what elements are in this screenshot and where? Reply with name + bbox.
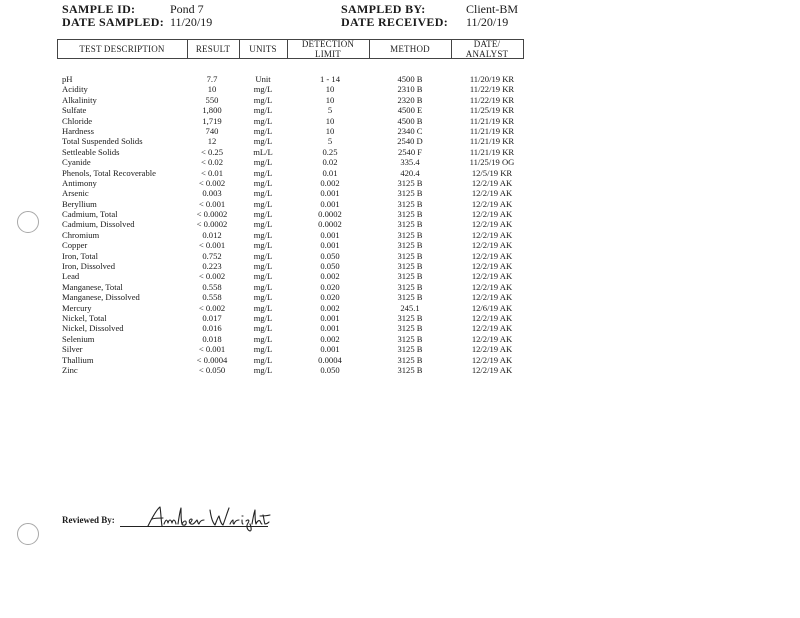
cell-test-description: Antimony bbox=[62, 177, 97, 188]
cell-units: mg/L bbox=[253, 84, 273, 95]
cell-detection-limit: 0.002 bbox=[320, 177, 340, 188]
cell-units: Unit bbox=[255, 74, 271, 84]
cell-units: mg/L bbox=[253, 292, 273, 303]
table-row bbox=[0, 178, 800, 188]
cell-method: 3125 B bbox=[397, 281, 423, 292]
cell-detection-limit: 10 bbox=[325, 125, 335, 136]
cell-detection-limit: 0.050 bbox=[320, 261, 340, 272]
cell-detection-limit: 0.002 bbox=[320, 333, 340, 344]
cell-method: 3125 B bbox=[397, 177, 423, 188]
cell-method: 335.4 bbox=[400, 157, 420, 168]
table-row bbox=[0, 334, 800, 344]
cell-result: < 0.25 bbox=[200, 146, 224, 157]
cell-result: < 0.0002 bbox=[196, 219, 228, 230]
cell-result: 0.558 bbox=[202, 281, 222, 292]
cell-units: mL/L bbox=[253, 146, 273, 157]
cell-units: mg/L bbox=[253, 198, 273, 209]
cell-test-description: Iron, Total bbox=[62, 250, 98, 261]
cell-units: mg/L bbox=[253, 364, 273, 375]
cell-detection-limit: 0.25 bbox=[322, 146, 338, 157]
cell-detection-limit: 10 bbox=[325, 94, 335, 105]
cell-test-description: Phenols, Total Recoverable bbox=[62, 167, 156, 178]
cell-test-description: Zinc bbox=[62, 364, 78, 375]
cell-test-description: Cadmium, Total bbox=[62, 209, 118, 220]
table-row bbox=[0, 136, 800, 146]
cell-date-analyst: 12/2/19 AK bbox=[471, 281, 513, 292]
cell-result: 0.016 bbox=[202, 323, 222, 334]
cell-result: 0.558 bbox=[202, 292, 222, 303]
cell-detection-limit: 0.02 bbox=[322, 157, 338, 168]
cell-units: mg/L bbox=[253, 271, 273, 282]
table-row bbox=[0, 261, 800, 271]
cell-detection-limit: 0.001 bbox=[320, 240, 340, 251]
cell-units: mg/L bbox=[253, 157, 273, 168]
cell-units: mg/L bbox=[253, 354, 273, 365]
cell-date-analyst: 12/2/19 AK bbox=[471, 344, 513, 355]
col-test-description bbox=[57, 39, 188, 59]
cell-method: 3125 B bbox=[397, 323, 423, 334]
col-method-label: METHOD bbox=[390, 44, 430, 54]
cell-date-analyst: 11/25/19 KR bbox=[469, 105, 515, 116]
cell-method: 3125 B bbox=[397, 344, 423, 355]
cell-method: 3125 B bbox=[397, 364, 423, 375]
cell-method: 3125 B bbox=[397, 261, 423, 272]
table-row bbox=[0, 188, 800, 198]
results-table-body bbox=[0, 74, 800, 375]
cell-detection-limit: 10 bbox=[325, 115, 335, 126]
cell-detection-limit: 0.01 bbox=[322, 167, 338, 178]
cell-units: mg/L bbox=[253, 333, 273, 344]
table-row bbox=[0, 355, 800, 365]
cell-method: 4500 B bbox=[397, 74, 423, 84]
cell-date-analyst: 12/2/19 AK bbox=[471, 219, 513, 230]
cell-date-analyst: 12/2/19 AK bbox=[471, 198, 513, 209]
cell-result: 0.752 bbox=[202, 250, 222, 261]
date-sampled-value: 11/20/19 bbox=[170, 15, 213, 29]
table-row bbox=[0, 168, 800, 178]
col-units-label: UNITS bbox=[249, 44, 277, 54]
cell-method: 4500 B bbox=[397, 115, 423, 126]
table-row bbox=[0, 199, 800, 209]
table-row bbox=[0, 303, 800, 313]
cell-detection-limit: 0.001 bbox=[320, 198, 340, 209]
cell-detection-limit: 0.0002 bbox=[318, 219, 342, 230]
cell-date-analyst: 12/2/19 AK bbox=[471, 209, 513, 220]
table-row bbox=[0, 282, 800, 292]
cell-units: mg/L bbox=[253, 177, 273, 188]
cell-test-description: Selenium bbox=[62, 333, 95, 344]
cell-units: mg/L bbox=[253, 229, 273, 240]
cell-test-description: Silver bbox=[62, 344, 83, 355]
cell-test-description: Nickel, Dissolved bbox=[62, 323, 124, 334]
table-row bbox=[0, 251, 800, 261]
cell-result: < 0.01 bbox=[200, 167, 224, 178]
cell-method: 3125 B bbox=[397, 312, 423, 323]
cell-date-analyst: 11/20/19 KR bbox=[469, 74, 515, 84]
cell-units: mg/L bbox=[253, 312, 273, 323]
cell-method: 3125 B bbox=[397, 188, 423, 199]
cell-date-analyst: 12/2/19 AK bbox=[471, 188, 513, 199]
cell-result: < 0.002 bbox=[198, 302, 226, 313]
cell-test-description: Chromium bbox=[62, 229, 100, 240]
cell-date-analyst: 11/21/19 KR bbox=[469, 125, 515, 136]
cell-method: 2310 B bbox=[397, 84, 423, 95]
table-row bbox=[0, 230, 800, 240]
cell-result: 0.017 bbox=[202, 312, 222, 323]
cell-result: 0.012 bbox=[202, 229, 222, 240]
col-date-analyst-label-1: DATE/ bbox=[473, 39, 501, 49]
cell-detection-limit: 0.001 bbox=[320, 229, 340, 240]
cell-result: 1,800 bbox=[202, 105, 222, 116]
col-result-label: RESULT bbox=[195, 44, 231, 54]
cell-date-analyst: 12/2/19 AK bbox=[471, 271, 513, 282]
cell-test-description: Sulfate bbox=[62, 105, 87, 116]
cell-test-description: Alkalinity bbox=[62, 94, 97, 105]
table-row bbox=[0, 292, 800, 302]
cell-date-analyst: 11/21/19 KR bbox=[469, 146, 515, 157]
cell-units: mg/L bbox=[253, 125, 273, 136]
cell-detection-limit: 0.020 bbox=[320, 281, 340, 292]
cell-result: < 0.0004 bbox=[196, 354, 228, 365]
cell-method: 3125 B bbox=[397, 271, 423, 282]
cell-units: mg/L bbox=[253, 344, 273, 355]
cell-detection-limit: 0.0002 bbox=[318, 209, 342, 220]
cell-date-analyst: 11/21/19 KR bbox=[469, 136, 515, 147]
col-detection-limit bbox=[287, 39, 370, 59]
cell-result: < 0.02 bbox=[200, 157, 224, 168]
cell-method: 3125 B bbox=[397, 198, 423, 209]
cell-result: 12 bbox=[207, 136, 217, 147]
cell-detection-limit: 0.050 bbox=[320, 250, 340, 261]
cell-method: 3125 B bbox=[397, 209, 423, 220]
cell-detection-limit: 1 - 14 bbox=[319, 74, 341, 84]
cell-method: 2340 C bbox=[397, 125, 423, 136]
table-row bbox=[0, 116, 800, 126]
cell-result: 1,719 bbox=[202, 115, 222, 126]
cell-units: mg/L bbox=[253, 261, 273, 272]
cell-detection-limit: 0.001 bbox=[320, 312, 340, 323]
cell-result: < 0.050 bbox=[198, 364, 226, 375]
cell-method: 3125 B bbox=[397, 250, 423, 261]
cell-units: mg/L bbox=[253, 209, 273, 220]
punch-hole-icon bbox=[17, 211, 39, 233]
table-row bbox=[0, 344, 800, 354]
cell-test-description: Total Suspended Solids bbox=[62, 136, 143, 147]
cell-method: 2540 F bbox=[397, 146, 423, 157]
col-method bbox=[369, 39, 452, 59]
sampled-by-value: Client-BM bbox=[466, 2, 519, 16]
cell-date-analyst: 11/21/19 KR bbox=[469, 115, 515, 126]
table-row bbox=[0, 84, 800, 94]
cell-date-analyst: 12/2/19 AK bbox=[471, 240, 513, 251]
cell-date-analyst: 12/2/19 AK bbox=[471, 177, 513, 188]
signature-icon bbox=[144, 504, 272, 532]
cell-method: 3125 B bbox=[397, 229, 423, 240]
cell-units: mg/L bbox=[253, 281, 273, 292]
cell-test-description: Copper bbox=[62, 240, 88, 251]
cell-date-analyst: 12/5/19 KR bbox=[471, 167, 513, 178]
cell-method: 3125 B bbox=[397, 354, 423, 365]
cell-test-description: Thallium bbox=[62, 354, 94, 365]
cell-date-analyst: 11/22/19 KR bbox=[469, 84, 515, 95]
cell-date-analyst: 12/2/19 AK bbox=[471, 312, 513, 323]
cell-detection-limit: 5 bbox=[327, 136, 333, 147]
cell-detection-limit: 0.002 bbox=[320, 302, 340, 313]
cell-result: 0.003 bbox=[202, 188, 222, 199]
cell-method: 245.1 bbox=[400, 302, 420, 313]
cell-date-analyst: 11/22/19 KR bbox=[469, 94, 515, 105]
cell-test-description: pH bbox=[62, 74, 73, 84]
cell-date-analyst: 12/2/19 AK bbox=[471, 333, 513, 344]
cell-test-description: Chloride bbox=[62, 115, 93, 126]
cell-detection-limit: 0.001 bbox=[320, 344, 340, 355]
table-row bbox=[0, 271, 800, 281]
cell-units: mg/L bbox=[253, 105, 273, 116]
sample-id-label: SAMPLE ID: bbox=[62, 2, 136, 16]
cell-date-analyst: 12/2/19 AK bbox=[471, 250, 513, 261]
cell-detection-limit: 5 bbox=[327, 105, 333, 116]
cell-method: 3125 B bbox=[397, 219, 423, 230]
cell-method: 2540 D bbox=[397, 136, 423, 147]
cell-detection-limit: 0.0004 bbox=[318, 354, 342, 365]
table-row bbox=[0, 126, 800, 136]
cell-method: 3125 B bbox=[397, 240, 423, 251]
cell-date-analyst: 12/2/19 AK bbox=[471, 354, 513, 365]
cell-date-analyst: 12/2/19 AK bbox=[471, 323, 513, 334]
cell-test-description: Acidity bbox=[62, 84, 88, 95]
cell-detection-limit: 0.001 bbox=[320, 323, 340, 334]
cell-method: 3125 B bbox=[397, 333, 423, 344]
cell-test-description: Cyanide bbox=[62, 157, 91, 168]
cell-result: < 0.0002 bbox=[196, 209, 228, 220]
sample-id-value: Pond 7 bbox=[170, 2, 204, 16]
cell-units: mg/L bbox=[253, 136, 273, 147]
cell-date-analyst: 12/2/19 AK bbox=[471, 229, 513, 240]
cell-result: 0.223 bbox=[202, 261, 222, 272]
cell-units: mg/L bbox=[253, 323, 273, 334]
cell-units: mg/L bbox=[253, 115, 273, 126]
cell-result: < 0.001 bbox=[198, 198, 226, 209]
cell-units: mg/L bbox=[253, 302, 273, 313]
cell-result: 740 bbox=[205, 125, 219, 136]
col-date-analyst-label-2: ANALYST bbox=[465, 49, 509, 59]
cell-test-description: Manganese, Total bbox=[62, 281, 123, 292]
table-row bbox=[0, 74, 800, 84]
cell-detection-limit: 10 bbox=[325, 84, 335, 95]
table-row bbox=[0, 95, 800, 105]
cell-units: mg/L bbox=[253, 94, 273, 105]
cell-result: 7.7 bbox=[206, 74, 218, 84]
cell-date-analyst: 11/25/19 OG bbox=[469, 157, 515, 168]
cell-result: < 0.001 bbox=[198, 344, 226, 355]
cell-date-analyst: 12/2/19 AK bbox=[471, 261, 513, 272]
cell-test-description: Mercury bbox=[62, 302, 92, 313]
cell-detection-limit: 0.002 bbox=[320, 271, 340, 282]
date-received-label: DATE RECEIVED: bbox=[341, 15, 448, 29]
col-date-analyst bbox=[451, 39, 524, 59]
cell-method: 4500 E bbox=[397, 105, 423, 116]
cell-units: mg/L bbox=[253, 167, 273, 178]
col-test-description-label: TEST DESCRIPTION bbox=[79, 44, 165, 54]
reviewed-by-label: Reviewed By: bbox=[62, 515, 115, 525]
cell-result: < 0.002 bbox=[198, 177, 226, 188]
sampled-by-label: SAMPLED BY: bbox=[341, 2, 426, 16]
table-row bbox=[0, 313, 800, 323]
cell-date-analyst: 12/2/19 AK bbox=[471, 364, 513, 375]
cell-detection-limit: 0.020 bbox=[320, 292, 340, 303]
punch-hole-icon bbox=[17, 523, 39, 545]
cell-date-analyst: 12/2/19 AK bbox=[471, 292, 513, 303]
cell-test-description: Iron, Dissolved bbox=[62, 261, 115, 272]
cell-result: 10 bbox=[207, 84, 217, 95]
cell-test-description: Lead bbox=[62, 271, 80, 282]
table-row bbox=[0, 147, 800, 157]
table-row bbox=[0, 105, 800, 115]
table-row bbox=[0, 323, 800, 333]
cell-test-description: Cadmium, Dissolved bbox=[62, 219, 135, 230]
cell-test-description: Arsenic bbox=[62, 188, 89, 199]
cell-method: 420.4 bbox=[400, 167, 420, 178]
cell-method: 3125 B bbox=[397, 292, 423, 303]
date-sampled-label: DATE SAMPLED: bbox=[62, 15, 165, 29]
cell-units: mg/L bbox=[253, 188, 273, 199]
cell-test-description: Hardness bbox=[62, 125, 94, 136]
table-row bbox=[0, 157, 800, 167]
col-detection-limit-label-2: LIMIT bbox=[315, 49, 341, 59]
cell-detection-limit: 0.001 bbox=[320, 188, 340, 199]
cell-test-description: Manganese, Dissolved bbox=[62, 292, 140, 303]
cell-detection-limit: 0.050 bbox=[320, 364, 340, 375]
table-row bbox=[0, 209, 800, 219]
table-row bbox=[0, 219, 800, 229]
col-units bbox=[239, 39, 288, 59]
date-received-value: 11/20/19 bbox=[466, 15, 509, 29]
col-result bbox=[187, 39, 240, 59]
cell-result: < 0.002 bbox=[198, 271, 226, 282]
cell-test-description: Settleable Solids bbox=[62, 146, 120, 157]
cell-test-description: Nickel, Total bbox=[62, 312, 107, 323]
cell-method: 2320 B bbox=[397, 94, 423, 105]
table-row bbox=[0, 365, 800, 375]
cell-units: mg/L bbox=[253, 219, 273, 230]
cell-result: 550 bbox=[205, 94, 219, 105]
col-detection-limit-label-1: DETECTION bbox=[301, 39, 355, 49]
table-row bbox=[0, 240, 800, 250]
cell-date-analyst: 12/6/19 AK bbox=[471, 302, 513, 313]
cell-units: mg/L bbox=[253, 250, 273, 261]
cell-units: mg/L bbox=[253, 240, 273, 251]
cell-test-description: Beryllium bbox=[62, 198, 97, 209]
cell-result: 0.018 bbox=[202, 333, 222, 344]
cell-result: < 0.001 bbox=[198, 240, 226, 251]
